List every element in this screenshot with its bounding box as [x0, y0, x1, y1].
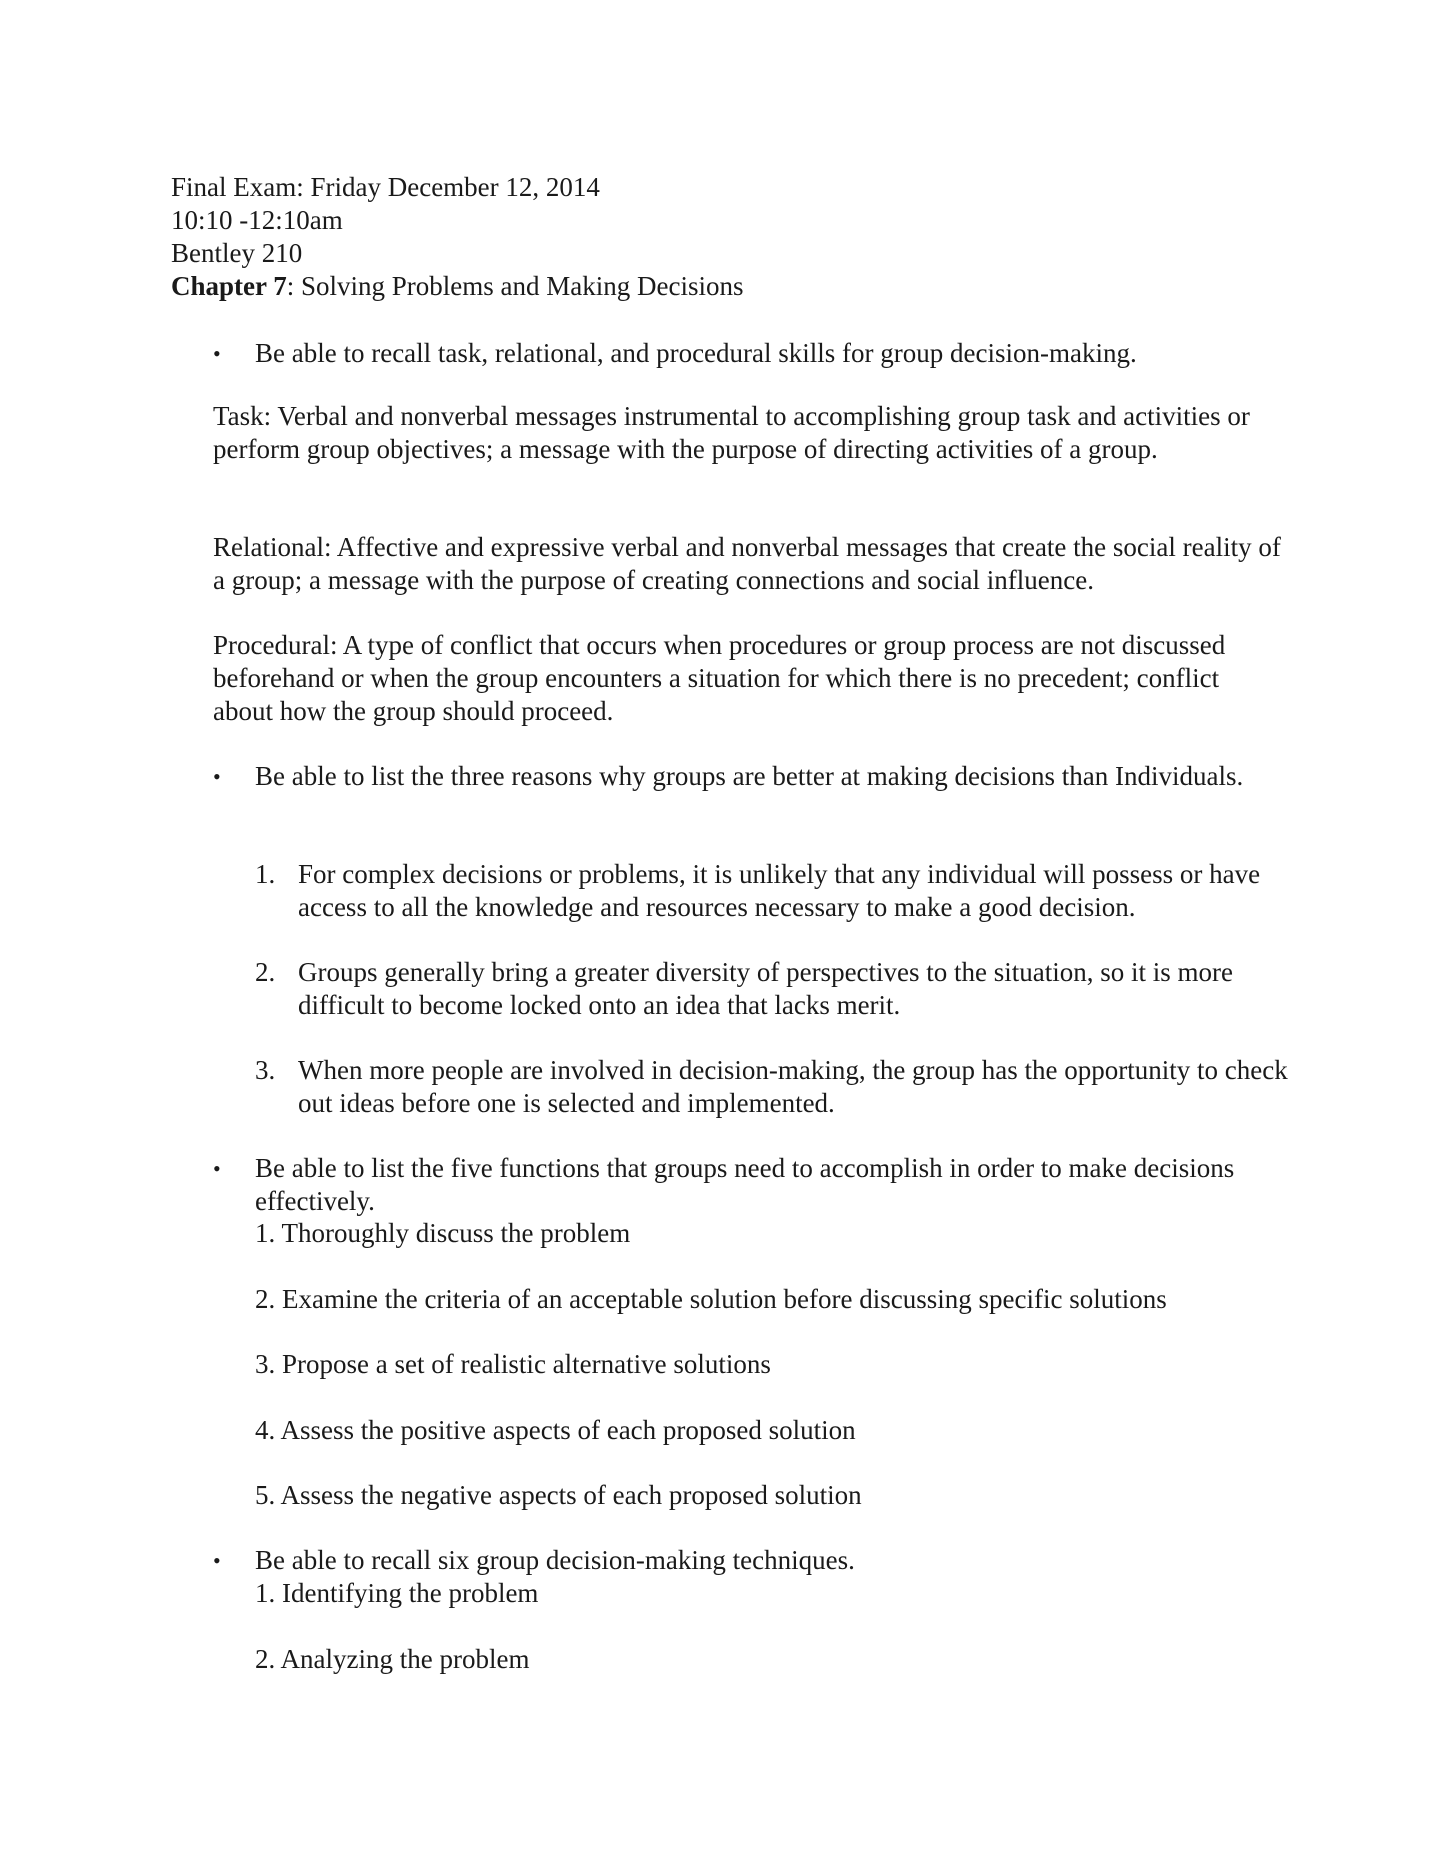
function-item: 5. Assess the negative aspects of each proposed solution — [255, 1480, 862, 1510]
item-text: When more people are involved in decision-making, the group has the opportunity to check out ideas before one is selected and implemented. — [298, 1055, 1288, 1118]
exam-header — [171, 171, 1271, 303]
technique-item: 1. Identifying the problem — [255, 1578, 539, 1608]
function-item: 4. Assess the positive aspects of each proposed solution — [255, 1415, 856, 1445]
bullet-text: Be able to list the three reasons why groups are better at making decisions than Individuals. — [255, 761, 1244, 791]
item-number: 2. — [255, 957, 276, 987]
function-item: 3. Propose a set of realistic alternative solutions — [255, 1349, 771, 1379]
item-text: Groups generally bring a greater diversity of perspectives to the situation, so it is more difficult to become locked onto an idea that lacks merit. — [298, 957, 1234, 1020]
item-text: For complex decisions or problems, it is unlikely that any individual will possess or have access to all the knowledge and resources necessary to make a good decision. — [298, 859, 1261, 922]
item-number: 3. — [255, 1055, 276, 1085]
function-item: 1. Thoroughly discuss the problem — [255, 1218, 631, 1248]
chapter-title: : Solving Problems and Making Decisions — [286, 271, 744, 301]
procedural-definition: Procedural: A type of conflict that occurs when procedures or group process are not discussed beforehand or when the group encounters a situation for which there is no precedent; conflict about how the group should proceed. — [213, 630, 1226, 726]
exam-time-line: 10:10 -12:10am — [171, 205, 343, 235]
task-definition: Task: Verbal and nonverbal messages instrumental to accomplishing group task and activities or perform group objectives; a message with the purpose of directing activities of a group. — [213, 401, 1250, 464]
function-item: 2. Examine the criteria of an acceptable solution before discussing specific solutions — [255, 1284, 1167, 1314]
relational-definition: Relational: Affective and expressive verbal and nonverbal messages that create the social reality of a group; a message with the purpose of creating connections and social influence. — [213, 532, 1281, 595]
technique-item: 2. Analyzing the problem — [255, 1644, 530, 1674]
bullet-icon: • — [213, 764, 221, 789]
bullet-icon: • — [213, 341, 221, 366]
bullet-text: Be able to list the five functions that groups need to accomplish in order to make decisions effectively. — [255, 1153, 1235, 1216]
exam-date-line: Final Exam: Friday December 12, 2014 — [171, 172, 600, 202]
bullet-icon: • — [213, 1548, 221, 1573]
bullet-icon: • — [213, 1156, 221, 1181]
item-number: 1. — [255, 859, 276, 889]
chapter-label: Chapter 7 — [171, 271, 287, 301]
exam-room-line: Bentley 210 — [171, 238, 303, 268]
bullet-text: Be able to recall six group decision-making techniques. — [255, 1545, 855, 1575]
chapter-heading — [171, 270, 1271, 303]
bullet-text: Be able to recall task, relational, and procedural skills for group decision-making. — [255, 338, 1137, 368]
